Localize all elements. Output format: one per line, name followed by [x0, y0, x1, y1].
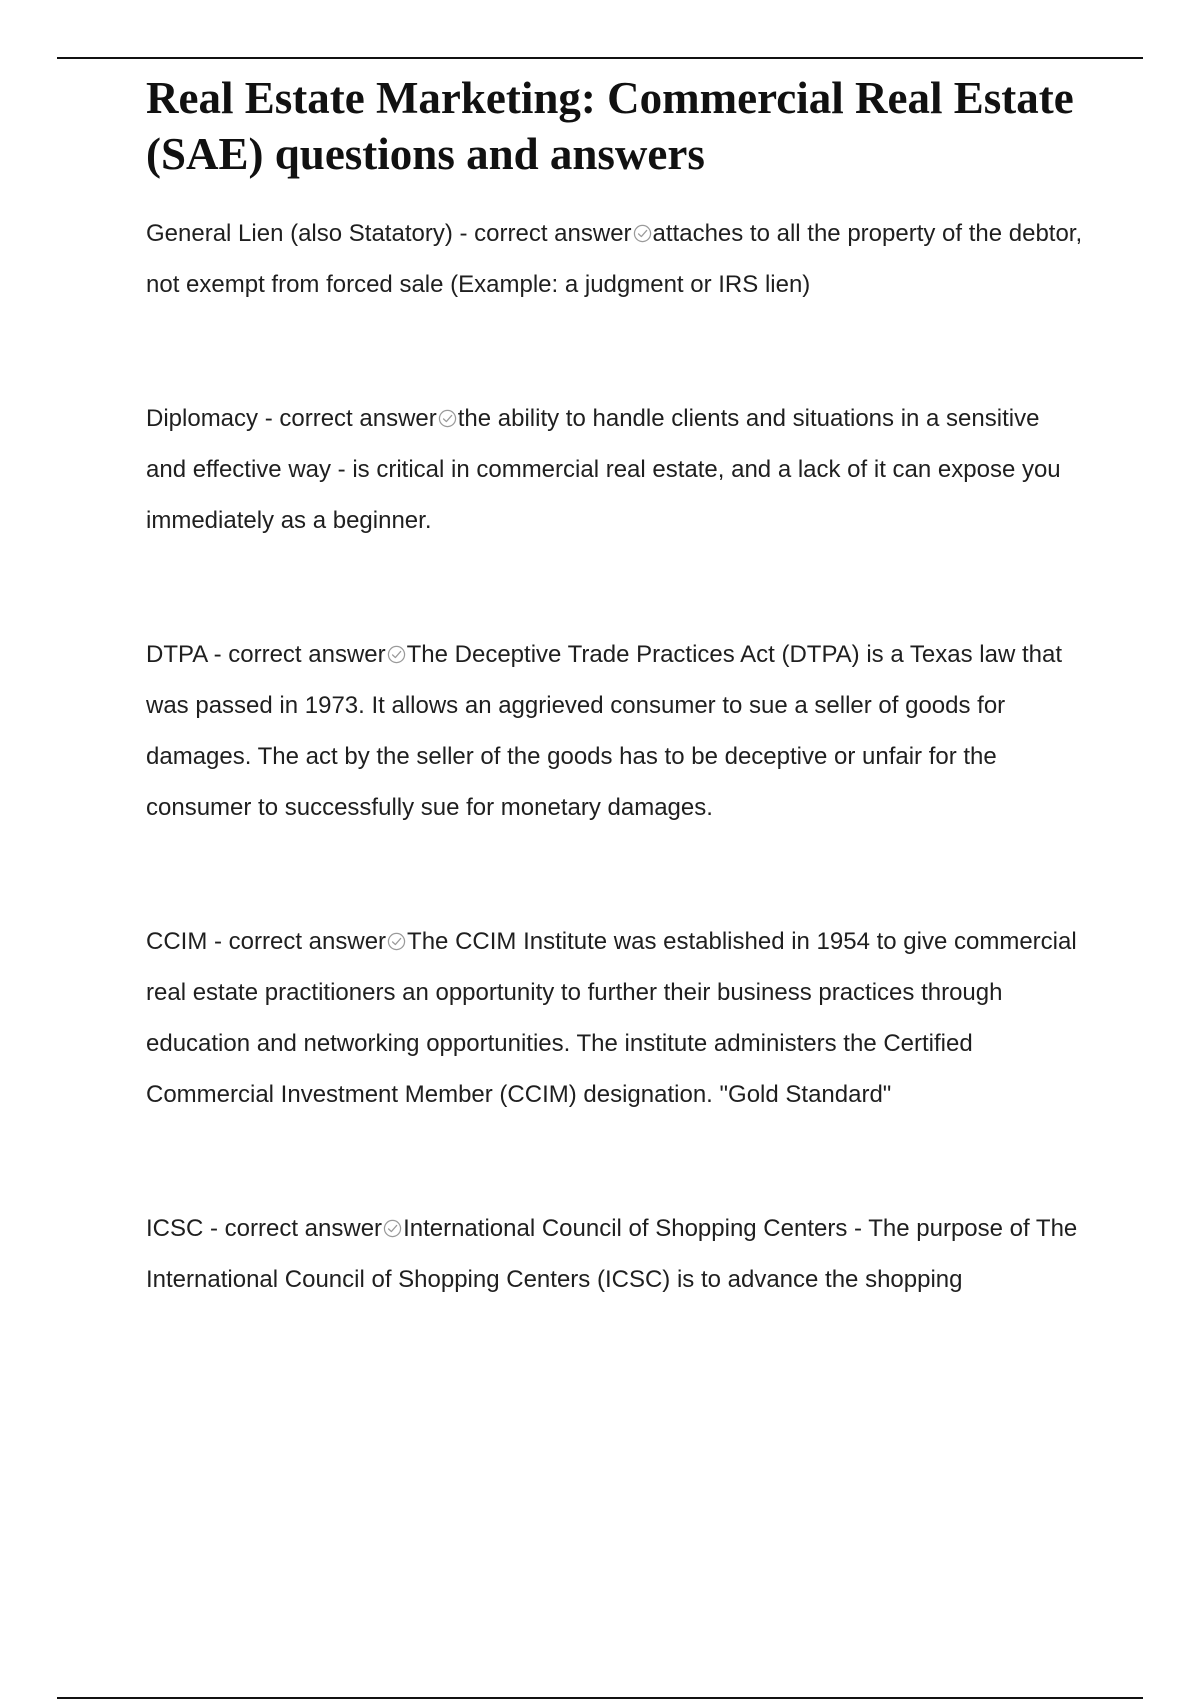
footer-rule	[57, 1697, 1143, 1699]
header-rule	[57, 57, 1143, 59]
qa-term: CCIM - correct answer	[146, 928, 387, 955]
check-circle-icon	[387, 932, 406, 951]
qa-item-diplomacy	[146, 393, 1096, 546]
qa-answer: The Deceptive Trade Practices Act (DTPA) is a Texas law that was passed in 1973. It allows an aggrieved consumer to sue a seller of goods for damages. The act by the seller of the goods has to be deceptive or unfair for the consumer to successfully sue for monetary damages.	[146, 641, 1062, 821]
check-circle-icon	[383, 1219, 402, 1238]
qa-answer: attaches to all the property of the debtor, not exempt from forced sale (Example: a judgment or IRS lien)	[146, 220, 1083, 298]
qa-term: General Lien (also Statatory) - correct answer	[146, 220, 632, 247]
qa-item-ccim	[146, 916, 1096, 1120]
qa-item-dtpa	[146, 629, 1096, 833]
document-page	[146, 70, 1096, 1305]
qa-item-icsc	[146, 1203, 1096, 1305]
qa-answer: International Council of Shopping Centers - The purpose of The International Council of Shopping Centers (ICSC) is to advance the shopping	[146, 1215, 1078, 1293]
qa-item-general-lien	[146, 208, 1096, 310]
check-circle-icon	[387, 645, 406, 664]
qa-answer: The CCIM Institute was established in 1954 to give commercial real estate practitioners an opportunity to further their business practices through education and networking opportunities. The institute administers the Certified Commercial Investment Member (CCIM) designation. "Gold Standard"	[146, 928, 1077, 1108]
document-title: Real Estate Marketing: Commercial Real Estate (SAE) questions and answers	[146, 73, 1074, 179]
qa-answer: the ability to handle clients and situations in a sensitive and effective way - is critical in commercial real estate, and a lack of it can expose you immediately as a beginner.	[146, 405, 1061, 534]
check-circle-icon	[633, 224, 652, 243]
qa-term: Diplomacy - correct answer	[146, 405, 437, 432]
check-circle-icon	[438, 409, 457, 428]
qa-term: DTPA - correct answer	[146, 641, 386, 668]
qa-list	[146, 208, 1096, 1305]
qa-term: ICSC - correct answer	[146, 1215, 383, 1242]
